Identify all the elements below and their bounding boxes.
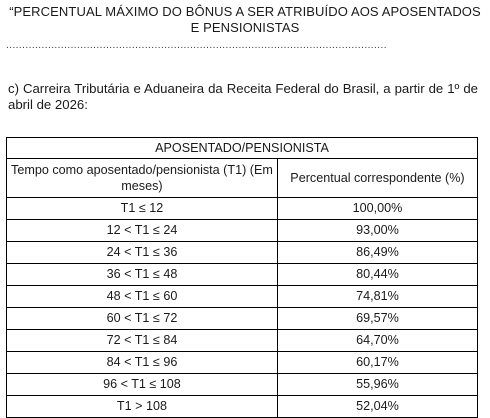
heading-line-2: E PENSIONISTAS <box>190 20 300 35</box>
percent-cell: 69,57% <box>277 308 477 330</box>
table-row <box>7 198 478 220</box>
section-paragraph: c) Carreira Tributária e Aduaneira da Receita Federal do Brasil, a partir de 1º de abril de 2026: <box>8 81 478 112</box>
table-row <box>7 220 478 242</box>
table-row <box>7 374 478 396</box>
percent-cell: 64,70% <box>277 330 477 352</box>
heading-line-1: “PERCENTUAL MÁXIMO DO BÔNUS A SER ATRIBUÍDO AOS APOSENTADOS <box>9 4 481 19</box>
range-cell: T1 > 108 <box>7 396 278 418</box>
table-row <box>7 330 478 352</box>
range-cell: 60 < T1 ≤ 72 <box>7 308 278 330</box>
percent-cell: 93,00% <box>277 220 477 242</box>
table-row <box>7 352 478 374</box>
table-row <box>7 396 478 418</box>
range-cell: 24 < T1 ≤ 36 <box>7 242 278 264</box>
percent-cell: 86,49% <box>277 242 477 264</box>
column-header-time: Tempo como aposentado/pensionista (T1) (Em meses) <box>7 159 278 198</box>
range-cell: 48 < T1 ≤ 60 <box>7 286 278 308</box>
percent-cell: 74,81% <box>277 286 477 308</box>
percent-cell: 52,04% <box>277 396 477 418</box>
table-row <box>7 308 478 330</box>
percent-cell: 100,00% <box>277 198 477 220</box>
table-title: APOSENTADO/PENSIONISTA <box>7 138 478 159</box>
range-cell: 36 < T1 ≤ 48 <box>7 264 278 286</box>
table-row <box>7 264 478 286</box>
percent-cell: 55,96% <box>277 374 477 396</box>
range-cell: T1 ≤ 12 <box>7 198 278 220</box>
dotted-separator: ...................................................................................................................... <box>6 40 387 51</box>
range-cell: 12 < T1 ≤ 24 <box>7 220 278 242</box>
table-row <box>7 286 478 308</box>
range-cell: 72 < T1 ≤ 84 <box>7 330 278 352</box>
range-cell: 84 < T1 ≤ 96 <box>7 352 278 374</box>
percent-cell: 60,17% <box>277 352 477 374</box>
table-row <box>7 242 478 264</box>
bonus-table <box>6 137 478 418</box>
document-heading <box>0 4 490 36</box>
column-header-percent: Percentual correspondente (%) <box>277 159 477 198</box>
percent-cell: 80,44% <box>277 264 477 286</box>
range-cell: 96 < T1 ≤ 108 <box>7 374 278 396</box>
